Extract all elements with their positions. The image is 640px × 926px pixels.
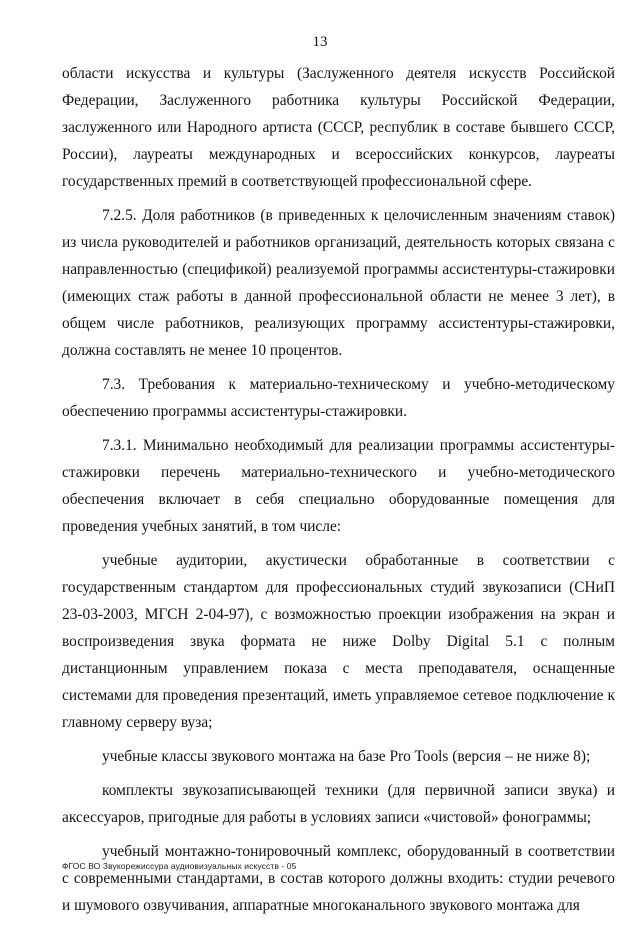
list-item-editing-classes: учебные классы звукового монтажа на базе Pro Tools (версия – не ниже 8); — [102, 748, 591, 765]
page-number: 13 — [312, 34, 328, 50]
list-item-recording-kits: комплекты звукозаписывающей техники (для первичной записи звука) и аксессуаров, пригодные для работы в условиях записи «чистовой» фонограммы; — [62, 782, 615, 826]
paragraph-7-3-1: 7.3.1. Минимально необходимый для реализации программы ассистентуры-стажировки перечень материально-технического и учебно-методического обеспечения включает в себя специально оборудованные помещения для проведения учебных занятий, в том числе: — [62, 437, 615, 535]
paragraph-7-2-5: 7.2.5. Доля работников (в приведенных к целочисленным значениям ставок) из числа руководителей и работников организаций, деятельность которых связана с направленностью (спецификой) реализуемой программы ассистентуры-стажировки (имеющих стаж работы в данной профессиональной области не менее 3 лет), в общем числе работников, реализующих программу ассистентуры-стажировки, должна составлять не менее 10 процентов. — [62, 207, 615, 359]
list-item-auditoriums: учебные аудитории, акустически обработанные в соответствии с государственным стандартом для профессиональных студий звукозаписи (СНиП 23-03-2003, МГСН 2-04-97), с возможностью проекции изображения на экран и воспроизведения звука формата не ниже Dolby Digital 5.1 с полным дистанционным управлением показа с места преподавателя, оснащенные системами для проведения презентаций, иметь управляемое сетевое подключение к главному серверу вуза; — [62, 552, 615, 731]
paragraph-7-3: 7.3. Требования к материально-техническому и учебно-методическому обеспечению программы ассистентуры-стажировки. — [62, 376, 615, 420]
list-item-dubbing-complex: учебный монтажно-тонировочный комплекс, оборудованный в соответствии с современными стандартами, в состав которого должны входить: студии речевого и шумового озвучивания, аппаратные многоканального звукового монтажа для — [62, 843, 615, 914]
document-footer: ФГОС ВО Звукорежиссура аудиовизуальных искусств - 05 — [62, 861, 297, 871]
paragraph-honorary-titles: области искусства и культуры (Заслуженного деятеля искусств Российской Федерации, Заслуженного работника культуры Российской Федерации, заслуженного или Народного артиста (СССР, республик в составе бывшего СССР, России), лауреаты международных и всероссийских конкурсов, лауреаты государственных премий в соответствующей профессиональной сфере. — [62, 65, 615, 190]
document-body — [62, 60, 615, 926]
